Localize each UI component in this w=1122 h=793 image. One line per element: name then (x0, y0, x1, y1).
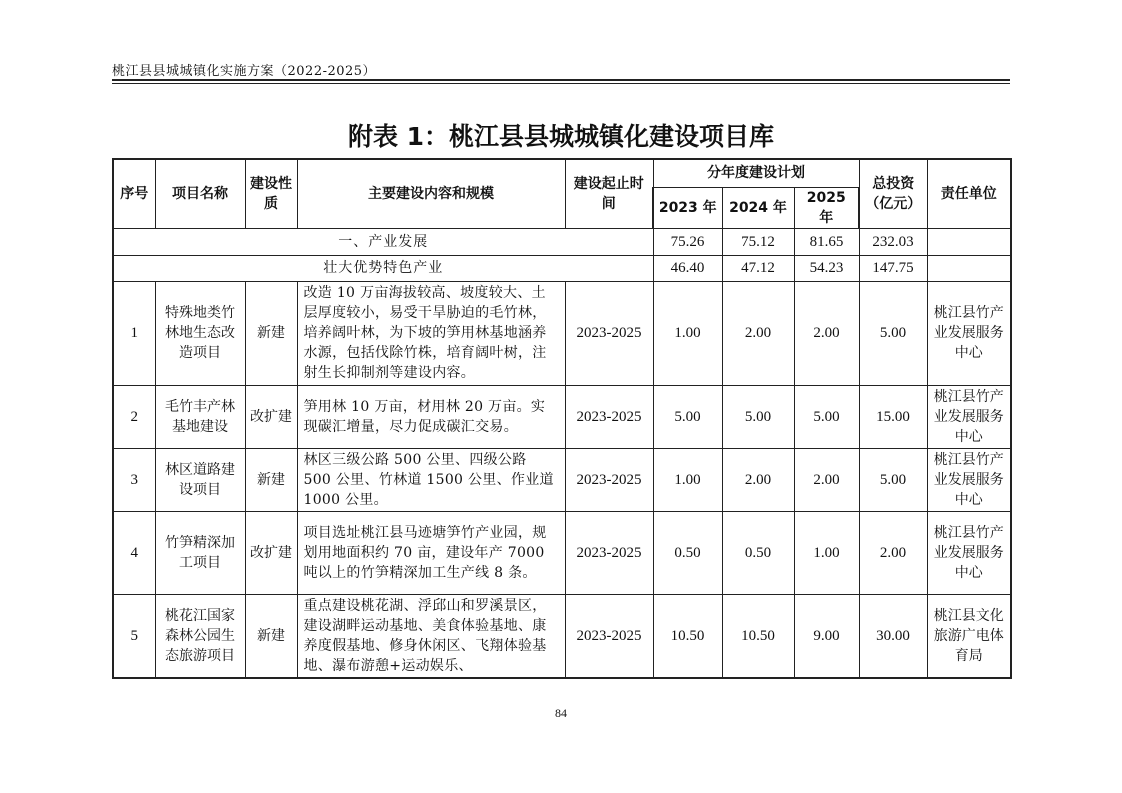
row-seq: 3 (113, 448, 155, 511)
row-nature: 新建 (245, 281, 297, 385)
subcategory-2025: 54.23 (794, 255, 859, 281)
table-row (113, 511, 1011, 594)
col-header-period: 建设起止时间 (565, 159, 653, 228)
category-unit (927, 228, 1011, 255)
row-nature: 新建 (245, 594, 297, 678)
page-number: 84 (555, 706, 567, 720)
row-2025: 2.00 (794, 281, 859, 385)
subcategory-label: 壮大优势特色产业 (113, 255, 653, 281)
category-row (113, 228, 1011, 255)
table-row (113, 448, 1011, 511)
subcategory-unit (927, 255, 1011, 281)
category-2025: 81.65 (794, 228, 859, 255)
row-unit: 桃江县竹产业发展服务中心 (927, 385, 1011, 448)
project-table (112, 158, 1012, 679)
row-content: 改造 10 万亩海拔较高、坡度较大、土层厚度较小，易受干旱胁迫的毛竹林，培养阔叶林，为下坡的笋用林基地涵养水源，包括伐除竹株，培育阔叶树，注射生长抑制剂等建设内容。 (297, 281, 565, 385)
row-content: 笋用林 10 万亩，材用林 20 万亩。实现碳汇增量，尽力促成碳汇交易。 (297, 385, 565, 448)
col-header-unit: 责任单位 (927, 159, 1011, 228)
row-2025: 5.00 (794, 385, 859, 448)
category-label: 一、产业发展 (113, 228, 653, 255)
table-row (113, 281, 1011, 385)
row-period: 2023-2025 (565, 594, 653, 678)
col-header-content: 主要建设内容和规模 (297, 159, 565, 228)
subcategory-row (113, 255, 1011, 281)
document-title: 附表 1：桃江县县城城镇化建设项目库 (347, 122, 775, 151)
col-header-nature: 建设性质 (245, 159, 297, 228)
row-2023: 5.00 (653, 385, 722, 448)
row-2023: 1.00 (653, 448, 722, 511)
subcategory-2023: 46.40 (653, 255, 722, 281)
row-period: 2023-2025 (565, 385, 653, 448)
row-name: 特殊地类竹林地生态改造项目 (155, 281, 245, 385)
row-seq: 1 (113, 281, 155, 385)
col-header-name: 项目名称 (155, 159, 245, 228)
row-2023: 0.50 (653, 511, 722, 594)
table-row (113, 385, 1011, 448)
row-seq: 5 (113, 594, 155, 678)
row-period: 2023-2025 (565, 281, 653, 385)
row-nature: 新建 (245, 448, 297, 511)
row-content: 项目选址桃江县马迹塘笋竹产业园，规划用地面积约 70 亩，建设年产 7000 吨以上的竹笋精深加工生产线 8 条。 (297, 511, 565, 594)
row-name: 毛竹丰产林基地建设 (155, 385, 245, 448)
table-row (113, 594, 1011, 678)
row-2024: 5.00 (722, 385, 794, 448)
row-2024: 0.50 (722, 511, 794, 594)
row-total: 5.00 (859, 281, 927, 385)
running-header: 桃江县县城城镇化实施方案（2022-2025） (112, 64, 377, 79)
row-total: 15.00 (859, 385, 927, 448)
col-header-annual-plan: 分年度建设计划 (653, 159, 859, 187)
row-content: 林区三级公路 500 公里、四级公路 500 公里、竹林道 1500 公里、作业道 1000 公里。 (297, 448, 565, 511)
row-2025: 9.00 (794, 594, 859, 678)
col-header-2023: 2023 年 (653, 187, 722, 228)
row-total: 2.00 (859, 511, 927, 594)
row-2025: 1.00 (794, 511, 859, 594)
header-rule-thin (112, 83, 1010, 84)
row-seq: 2 (113, 385, 155, 448)
row-nature: 改扩建 (245, 511, 297, 594)
row-period: 2023-2025 (565, 511, 653, 594)
col-header-seq: 序号 (113, 159, 155, 228)
row-name: 桃花江国家森林公园生态旅游项目 (155, 594, 245, 678)
category-total: 232.03 (859, 228, 927, 255)
row-nature: 改扩建 (245, 385, 297, 448)
category-2024: 75.12 (722, 228, 794, 255)
row-2025: 2.00 (794, 448, 859, 511)
row-2024: 2.00 (722, 281, 794, 385)
header-rule (112, 79, 1010, 81)
row-period: 2023-2025 (565, 448, 653, 511)
row-seq: 4 (113, 511, 155, 594)
subcategory-2024: 47.12 (722, 255, 794, 281)
category-2023: 75.26 (653, 228, 722, 255)
row-unit: 桃江县竹产业发展服务中心 (927, 511, 1011, 594)
row-name: 竹笋精深加工项目 (155, 511, 245, 594)
row-2024: 2.00 (722, 448, 794, 511)
row-total: 5.00 (859, 448, 927, 511)
col-header-total: 总投资（亿元） (859, 159, 927, 228)
col-header-2024: 2024 年 (722, 187, 794, 228)
row-unit: 桃江县竹产业发展服务中心 (927, 281, 1011, 385)
subcategory-total: 147.75 (859, 255, 927, 281)
row-unit: 桃江县文化旅游广电体育局 (927, 594, 1011, 678)
row-name: 林区道路建设项目 (155, 448, 245, 511)
row-2024: 10.50 (722, 594, 794, 678)
row-2023: 10.50 (653, 594, 722, 678)
row-2023: 1.00 (653, 281, 722, 385)
row-total: 30.00 (859, 594, 927, 678)
row-content: 重点建设桃花湖、浮邱山和罗溪景区，建设湖畔运动基地、美食体验基地、康养度假基地、修身休闲区、飞翔体验基地、瀑布游憩+运动娱乐、 (297, 594, 565, 678)
col-header-2025: 2025 年 (794, 187, 859, 228)
row-unit: 桃江县竹产业发展服务中心 (927, 448, 1011, 511)
